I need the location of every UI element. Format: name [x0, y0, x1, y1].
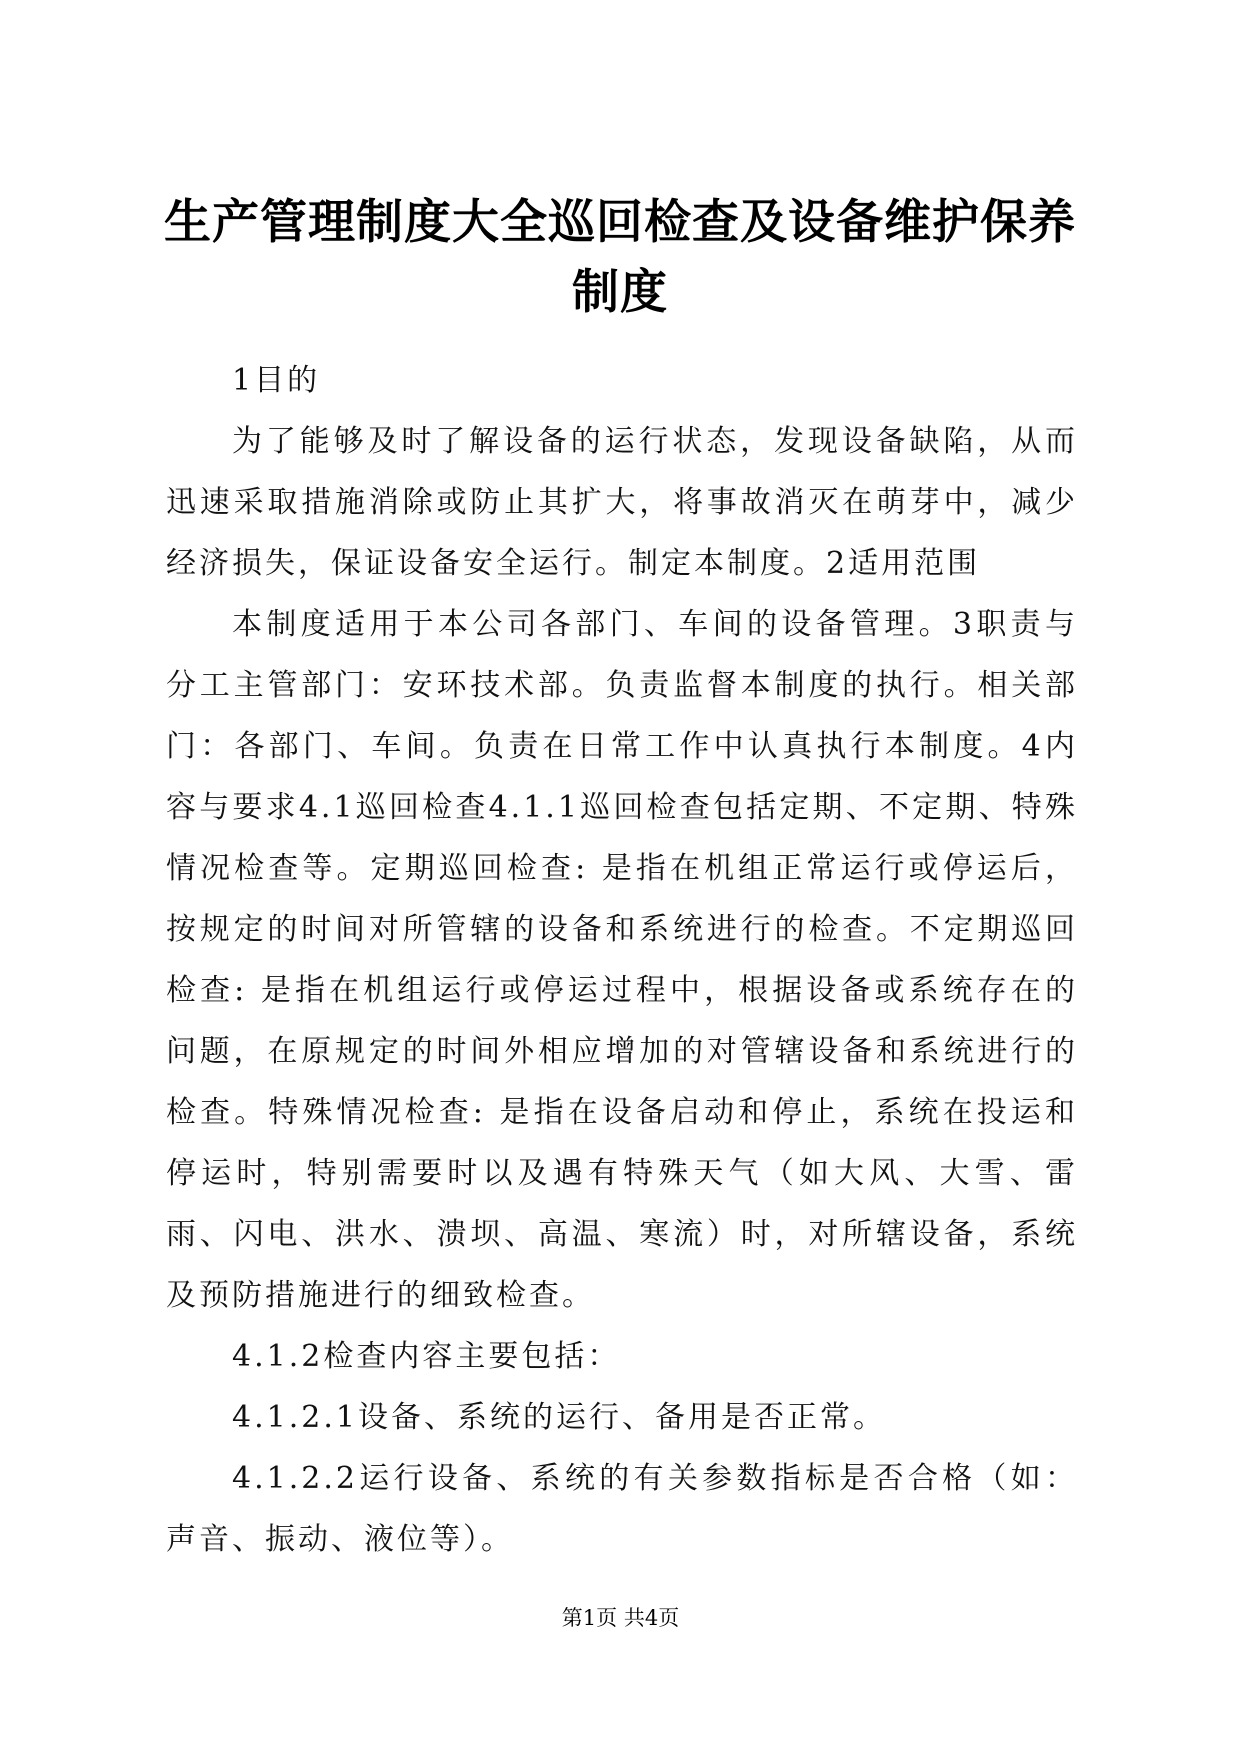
- document-title: 生产管理制度大全巡回检查及设备维护保养制度: [164, 195, 1076, 320]
- paragraph-item-4-1-2-1: 4.1.2.1设备、系统的运行、备用是否正常。: [232, 1400, 886, 1435]
- paragraph-scope-and-requirements: 本制度适用于本公司各部门、车间的设备管理。3职责与分工主管部门：安环技术部。负责监督本制度的执行。相关部门：各部门、车间。负责在日常工作中认真执行本制度。4内容与要求4.1巡回检查4.1.1巡回检查包括定期、不定期、特殊情况检查等。定期巡回检查: 是指在机组正常运行或停运后，按规定的时间对所管辖的设备和系统进行的检查。不定期巡回检查: 是指在机组运行或停运过程中，根据设备或系统存在的问题，在原规定的时间外相应增加的对管辖设备和系统进行的检查。特殊情况检查: 是指在设备启动和停止，系统在投运和停运时，特别需要时以及遇有特殊天气（如大风、大雪、雷雨、闪电、洪水、溃坝、高温、寒流）时，对所辖设备，系统及预防措施进行的细致检查。: [166, 607, 1078, 1313]
- paragraph-purpose-heading: 1目的: [232, 363, 321, 398]
- paragraph-item-4-1-2-2: 4.1.2.2运行设备、系统的有关参数指标是否合格（如：声音、振动、液位等）。: [166, 1461, 1078, 1557]
- document-body: [166, 350, 1078, 1570]
- page-number-footer: 第1页 共4页: [561, 1606, 680, 1630]
- paragraph-purpose: 为了能够及时了解设备的运行状态，发现设备缺陷，从而迅速采取措施消除或防止其扩大，将事故消灭在萌芽中，减少经济损失，保证设备安全运行。制定本制度。2适用范围: [166, 424, 1078, 581]
- paragraph-inspection-content-heading: 4.1.2检查内容主要包括：: [232, 1339, 621, 1374]
